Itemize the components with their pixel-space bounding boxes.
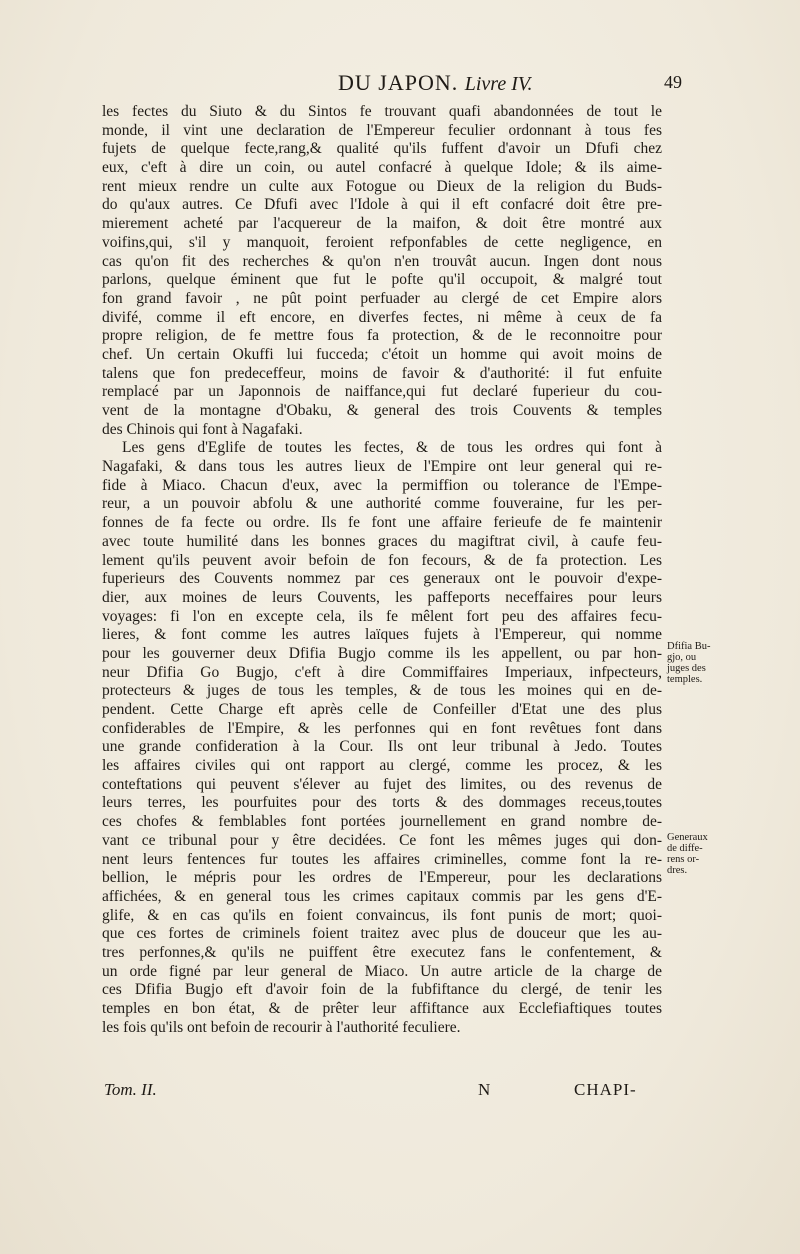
text-line: ces Dfifia Bugjo eft d'avoir foin de la fubfiftance du clergé, de tenir les: [102, 981, 662, 999]
text-line: cas qu'on fit des recherches & qu'on n'en trouvât aucun. Ingen dont nous: [102, 252, 662, 270]
text-line: neur Dfifia Go Bugjo, c'eft à dire Commiffaires Imperiaux, infpecteurs,: [102, 663, 662, 681]
text-line: voyages: fi l'on en excepte cela, ils fe mêlent fort peu des affaires fecu-: [102, 607, 662, 625]
text-line: bellion, le mépris pour les ordres de l'Empereur, pour les declarations: [102, 869, 662, 887]
text-line: mierement acheté par l'acquereur de la maifon, & doit être montré aux: [102, 215, 662, 233]
margin-note-line: rens or-: [667, 854, 700, 865]
margin-note-line: juges des: [667, 663, 706, 674]
text-line: remplacé par un Japonnois de naiffance,qui fut declaré fuperieur du cou-: [102, 383, 662, 401]
text-line: rent mieux rendre un culte aux Fotogue ou Dieux de la religion du Buds-: [102, 177, 662, 195]
margin-note-generals: [667, 832, 727, 876]
text-line: conteftations qui peuvent s'élever au fujet des limites, ou des revenus de: [102, 775, 662, 793]
body-text: [102, 103, 662, 1037]
text-line: confiderables de l'Empire, & les perfonnes qui en font revêtues font dans: [102, 719, 662, 737]
text-line: pour les gouverner deux Dfifia Bugjo comme ils les appellent, ou par hon-: [102, 644, 662, 662]
margin-note-line: de diffe-: [667, 843, 703, 854]
text-line: chef. Un certain Okuffi lui fucceda; c'étoit un homme qui avoit moins de: [102, 345, 662, 363]
text-line: monde, il vint une declaration de l'Empereur feculier ordonnant à tous fes: [102, 121, 662, 139]
text-line: affichées, & en general tous les crimes capitaux commis par les gens d'E-: [102, 887, 662, 905]
running-title: [338, 70, 533, 96]
text-line: fonnes de fa fecte ou ordre. Ils fe font une affaire ferieufe de fe maintenir: [102, 514, 662, 532]
text-line: lieres, & font comme les autres laïques fujets à l'Empereur, qui nomme: [102, 626, 662, 644]
text-line: voifins,qui, s'il y manquoit, feroient refponfables de cette negligence, en: [102, 233, 662, 251]
text-line: des Chinois qui font à Nagafaki.: [102, 420, 303, 438]
text-line: une grande confideration à la Cour. Ils ont leur tribunal à Jedo. Toutes: [102, 738, 662, 756]
text-line: divifé, comme il eft encore, en diverfes fectes, ni même à ceux de fa: [102, 308, 662, 326]
running-header: [0, 70, 800, 104]
text-line: leurs terres, les pourfuites pour des torts & des dommages receus,toutes: [102, 794, 662, 812]
text-line: glife, & en cas qu'ils en foient convaincus, ils font punis de mort; quoi-: [102, 906, 662, 924]
page-footer: [0, 1080, 800, 1104]
catchword: CHAPI-: [574, 1080, 637, 1099]
text-line: dier, aux moines de leurs Couvents, les paffeports neceffaires pour leurs: [102, 588, 662, 606]
text-line: reur, a un pouvoir abfolu & une authorité comme fouveraine, fur les per-: [102, 495, 662, 513]
text-line: fuperieurs des Couvents nommez par ces generaux ont le pouvoir d'expe-: [102, 570, 662, 588]
text-line: fide à Miaco. Chacun d'eux, avec la permiffion ou tolerance de l'Empe-: [102, 476, 662, 494]
margin-note-line: dres.: [667, 865, 688, 876]
margin-note-line: Dfifia Bu-: [667, 641, 711, 652]
margin-note-dsisia-bugjo: [667, 641, 727, 685]
text-line: tres perfonnes,& qu'ils ne puiffent être executez fans le confentement, &: [102, 943, 662, 961]
text-line: protecteurs & juges de tous les temples, & de tous les moines qui en de-: [102, 682, 662, 700]
tome-label: Tom. II.: [104, 1080, 157, 1099]
text-line: do qu'aux autres. Ce Dfufi avec l'Idole à qui il eft confacré doit être pre-: [102, 196, 662, 214]
book-label: Livre IV.: [464, 73, 533, 95]
margin-note-line: Generaux: [667, 832, 708, 843]
text-line: lement qu'ils peuvent avoir befoin de fon fecours, & de fa protection. Les: [102, 551, 662, 569]
text-line: fon grand favoir , ne pût point perfuader au clergé de cet Empire alors: [102, 289, 662, 307]
text-line: pendent. Cette Charge eft après celle de Confeiller d'Etat une des plus: [102, 701, 662, 718]
text-line: vant ce tribunal pour y être decidées. Ce font les mêmes juges qui don-: [102, 831, 662, 849]
running-title-text: DU JAPON.: [338, 70, 459, 95]
text-line: temples en bon état, & de prêter leur affiftance aux Ecclefiaftiques toutes: [102, 1000, 662, 1017]
text-line: Les gens d'Eglife de toutes les fectes, & de tous les ordres qui font à: [122, 439, 662, 457]
text-line: parlons, quelque éminent que fut le pofte qu'il occupoit, & malgré tout: [102, 271, 662, 289]
text-line: un orde figné par leur general de Miaco. Un autre article de la charge de: [102, 962, 662, 980]
text-line: que ces fortes de criminels foient traitez avec plus de douceur que les au-: [102, 925, 662, 943]
text-line: talens que fon predeceffeur, moins de favoir & d'authorité: il fut enfuite: [102, 364, 662, 382]
margin-note-line: temples.: [667, 674, 703, 685]
text-line: les fois qu'ils ont befoin de recourir à l'authorité feculiere.: [102, 1018, 461, 1036]
text-line: Nagafaki, & dans tous les autres lieux de l'Empire ont leur general qui re-: [102, 458, 662, 476]
page-number: 49: [664, 72, 682, 92]
signature-mark: N: [478, 1080, 491, 1099]
text-line: avec toute humilité dans les bonnes graces du magiftrat civil, à caufe feu-: [102, 532, 662, 550]
text-line: fujets de quelque fecte,rang,& qualité qu'ils fuffent d'avoir un Dfufi chez: [102, 140, 662, 158]
text-line: les affaires civiles qui ont rapport au clergé, comme les procez, & les: [102, 757, 662, 775]
text-line: propre religion, de fe mettre fous fa protection, & de le reconnoitre pour: [102, 327, 662, 345]
text-line: vent de la montagne d'Obaku, & general des trois Couvents & temples: [102, 402, 662, 419]
text-line: nent leurs fentences fur toutes les affaires criminelles, comme font la re-: [102, 850, 662, 868]
text-line: eux, c'eft à dire un coin, ou autel confacré à quelque Idole; & ils aime-: [102, 159, 662, 177]
text-line: ces chofes & femblables font portées journellement en grand nombre de-: [102, 813, 662, 831]
margin-note-line: gjo, ou: [667, 652, 697, 663]
text-line: les fectes du Siuto & du Sintos fe trouvant quafi abandonnées de tout le: [102, 103, 662, 120]
